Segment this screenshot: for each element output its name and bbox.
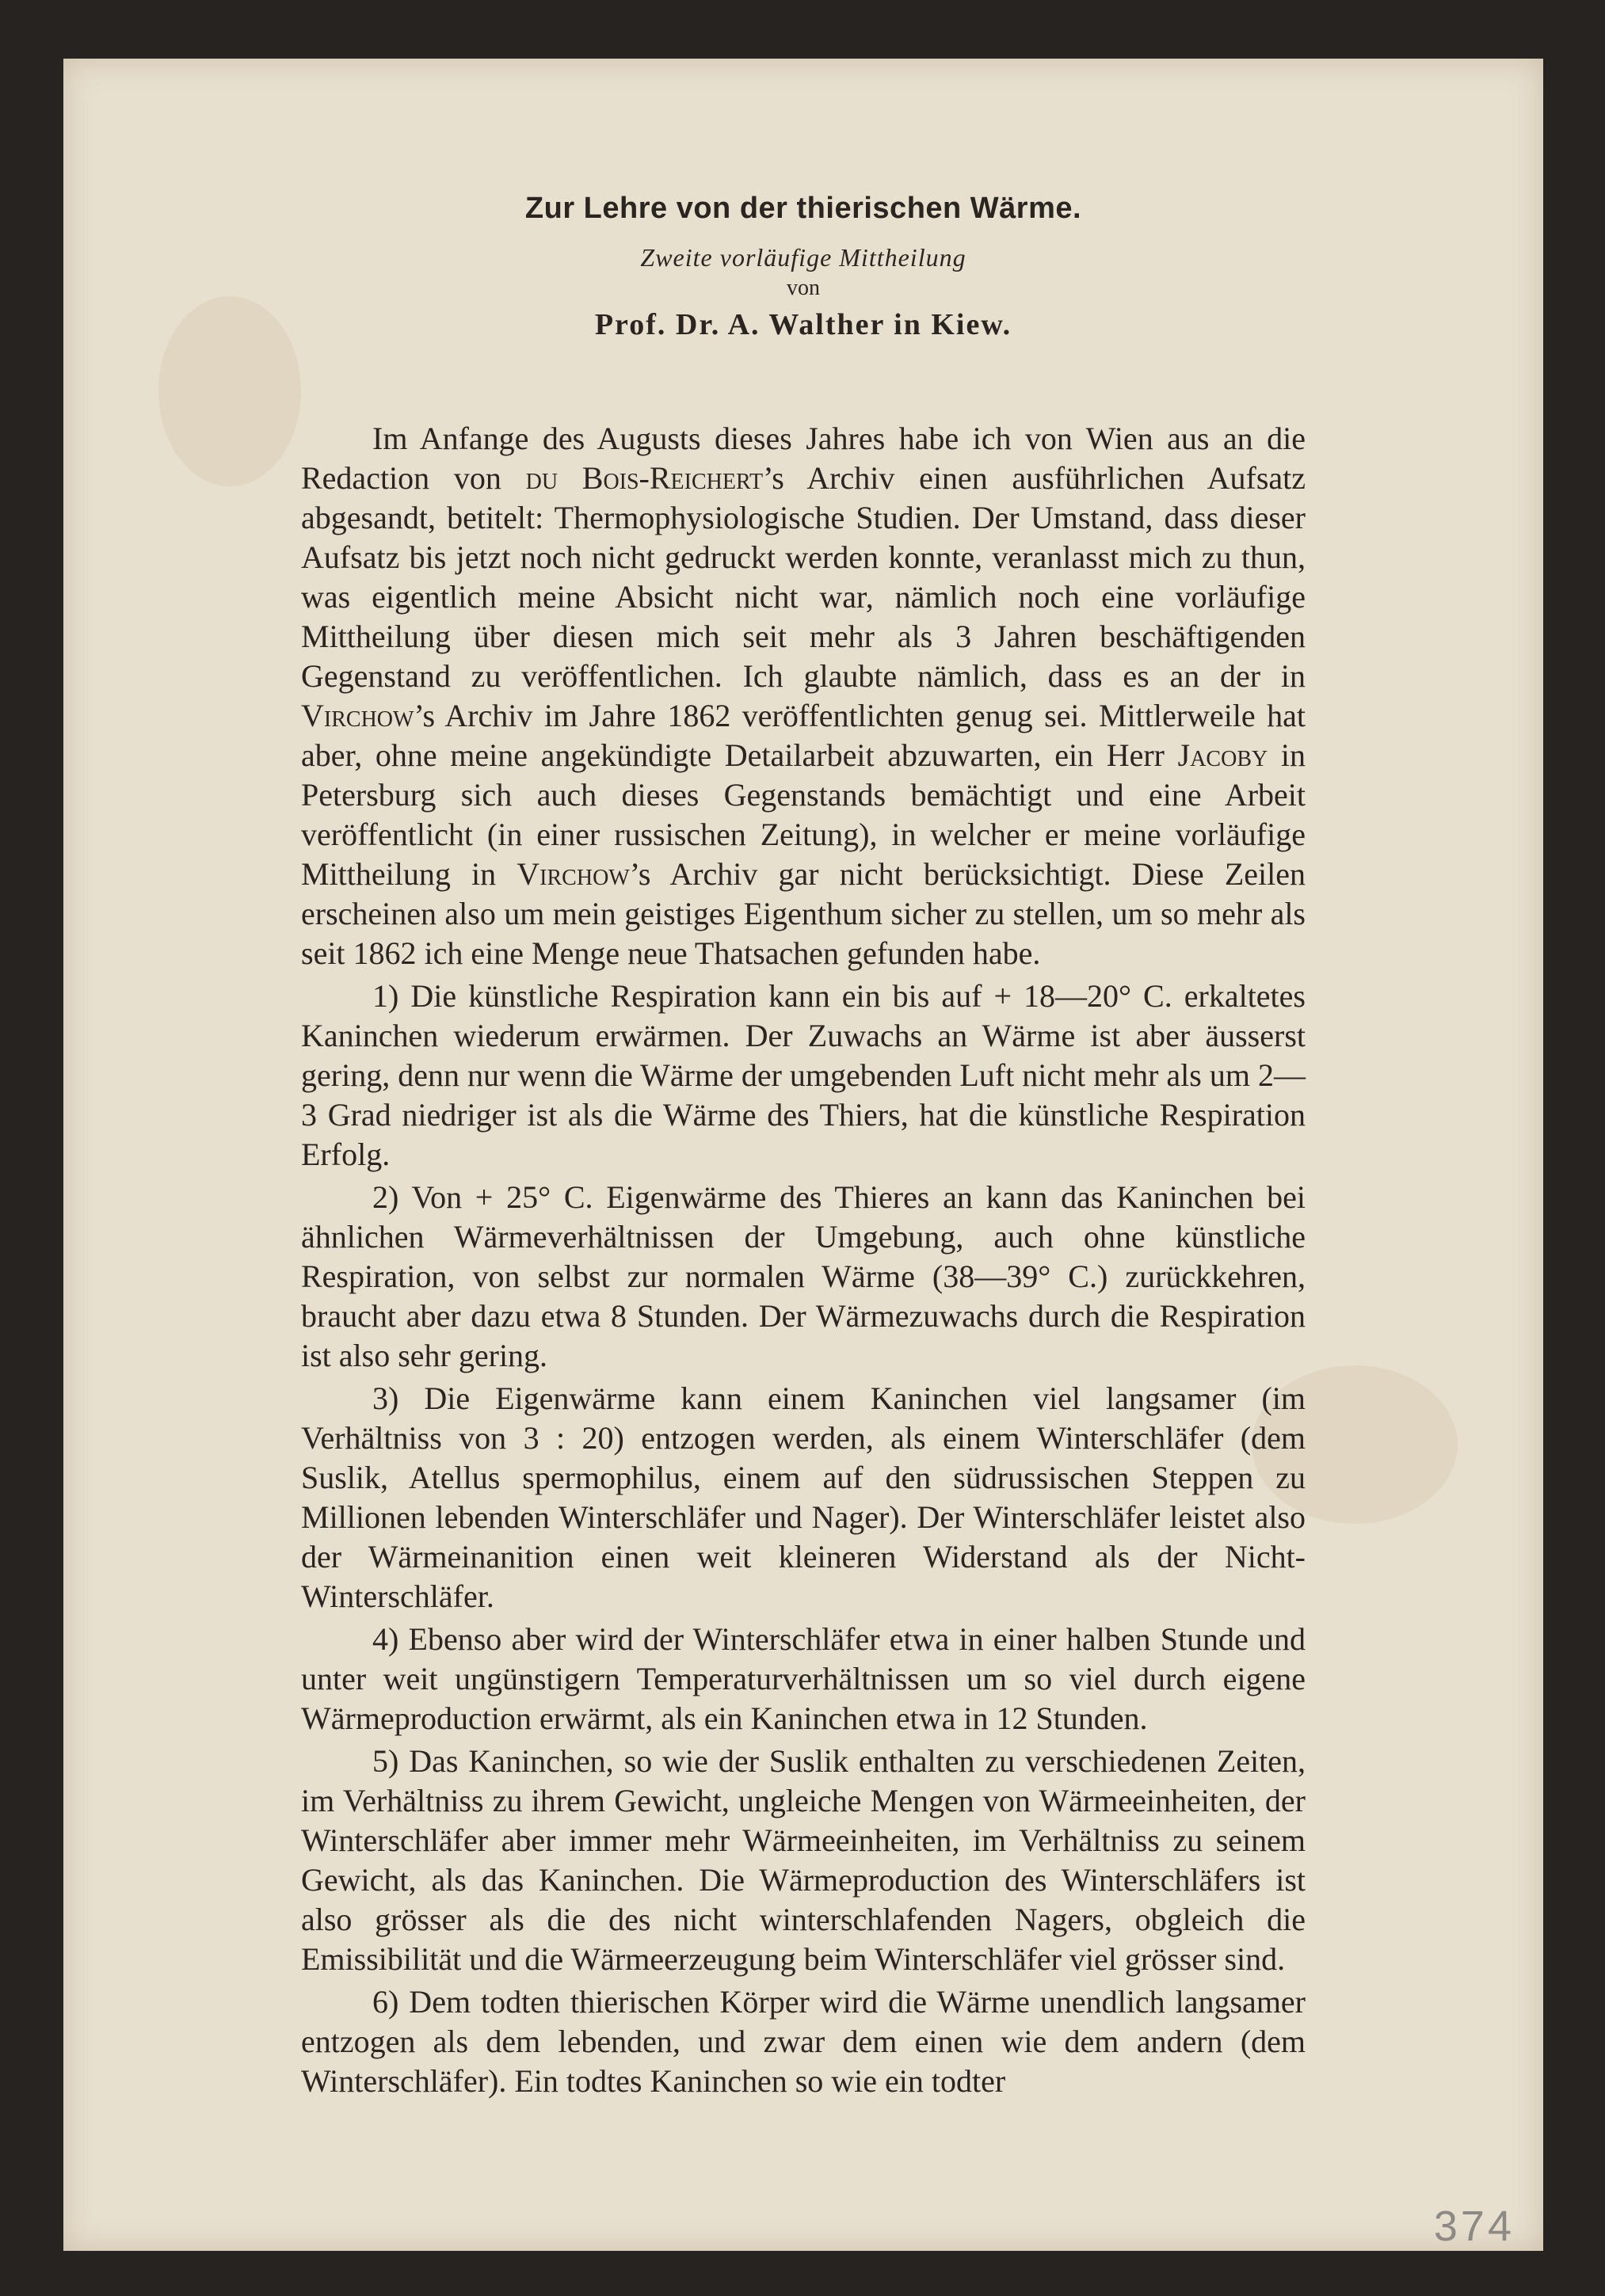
intro-text: ’s Archiv im Jahre 1862 veröffentlichten genug sei. Mittlerweile hat aber, ohne meine angekündigte Detailarbeit abzuwarten, ein Herr [301,698,1306,773]
intro-text: ’s Archiv einen ausführlichen Aufsatz abgesandt, betitelt: Thermophysiologische Studien. Der Umstand, dass dieser Aufsatz bis jetzt noch nicht gedruckt werden konnte, veranlasst mich zu thun, was eigentlich meine Absicht nicht war, nämlich noch eine vorläufige Mittheilung über diesen mich seit mehr als 3 Jahren beschäftigenden Gegenstand zu veröffentlichen. Ich glaubte nämlich, dass es an der in [301,460,1306,694]
author-name: Virchow [517,856,630,892]
intro-paragraph [301,419,1306,973]
author-name: Virchow [301,698,414,733]
author-name: du Bois-Reichert [525,460,764,496]
point-6: 6) Dem todten thierischen Körper wird die Wärme unendlich langsamer entzogen als dem lebenden, und zwar dem einen wie dem andern (dem Winterschläfer). Ein todtes Kaninchen so wie ein todter [301,1984,1306,2099]
author-line: Prof. Dr. A. Walther in Kiew. [594,308,1012,341]
intro-text: in Petersburg sich auch dieses Gegenstands bemächtigt und eine Arbeit veröffentlicht (in einer russischen Zeitung), in welcher er meine vorläufige Mittheilung in [301,737,1306,892]
point-5: 5) Das Kaninchen, so wie der Suslik enthalten zu verschiedenen Zeiten, im Verhältniss zu ihrem Gewicht, ungleiche Mengen von Wärmeeinheiten, der Winterschläfer aber immer mehr Wärmeeinheiten, im Verhältniss zu seinem Gewicht, als das Kaninchen. Die Wärmeproduction des Winterschläfers ist also grösser als die des nicht winterschlafenden Nagers, obgleich die Emissibilität und die Wärmeerzeugung beim Winterschläfer viel grösser sind. [301,1743,1306,1977]
point-1: 1) Die künstliche Respiration kann ein bis auf + 18—20° C. erkaltetes Kaninchen wiederum erwärmen. Der Zuwachs an Wärme ist aber äusserst gering, denn nur wenn die Wärme der umgebenden Luft nicht mehr als um 2—3 Grad niedriger ist als die Wärme des Thiers, hat die künstliche Respiration Erfolg. [301,978,1306,1172]
document-title: Zur Lehre von der thierischen Wärme. [524,192,1082,225]
intro-text: ’s Archiv gar nicht berücksichtigt. Diese Zeilen erscheinen also um mein geistiges Eigenthum sicher zu stellen, um so mehr als seit 1862 ich eine Menge neue Thatsachen gefunden habe. [301,856,1306,971]
document-body [301,419,1306,2104]
author-name: Jacoby [1177,737,1268,773]
pencil-page-number: 374 [1433,2203,1515,2250]
point-4: 4) Ebenso aber wird der Winterschläfer etwa in einer halben Stunde und unter weit ungünstigern Temperaturverhältnissen um so viel durch eigene Wärmeproduction erwärmt, als ein Kaninchen etwa in 12 Stunden. [301,1621,1306,1736]
intro-text: Im Anfange des Augusts dieses Jahres habe ich von Wien aus an die Redaction von [301,421,1306,496]
point-3: 3) Die Eigenwärme kann einem Kaninchen viel langsamer (im Verhältniss von 3 : 20) entzogen werden, als einem Winterschläfer (dem Suslik, Atellus spermophilus, einem auf den südrussischen Steppen zu Millionen lebenden Winterschläfer und Nager). Der Winterschläfer leistet also der Wärmeinanition einen weit kleineren Widerstand als der Nicht-Winterschläfer. [301,1380,1306,1614]
byline-von: von [787,276,820,300]
document-subtitle: Zweite vorläufige Mittheilung [640,243,966,272]
document-header [63,192,1543,342]
document-page [63,59,1543,2251]
point-2: 2) Von + 25° C. Eigenwärme des Thieres an kann das Kaninchen bei ähnlichen Wärmeverhältnissen der Umgebung, auch ohne künstliche Respiration, von selbst zur normalen Wärme (38—39° C.) zurückkehren, braucht aber dazu etwa 8 Stunden. Der Wärmezuwachs durch die Respiration ist also sehr gering. [301,1179,1306,1373]
